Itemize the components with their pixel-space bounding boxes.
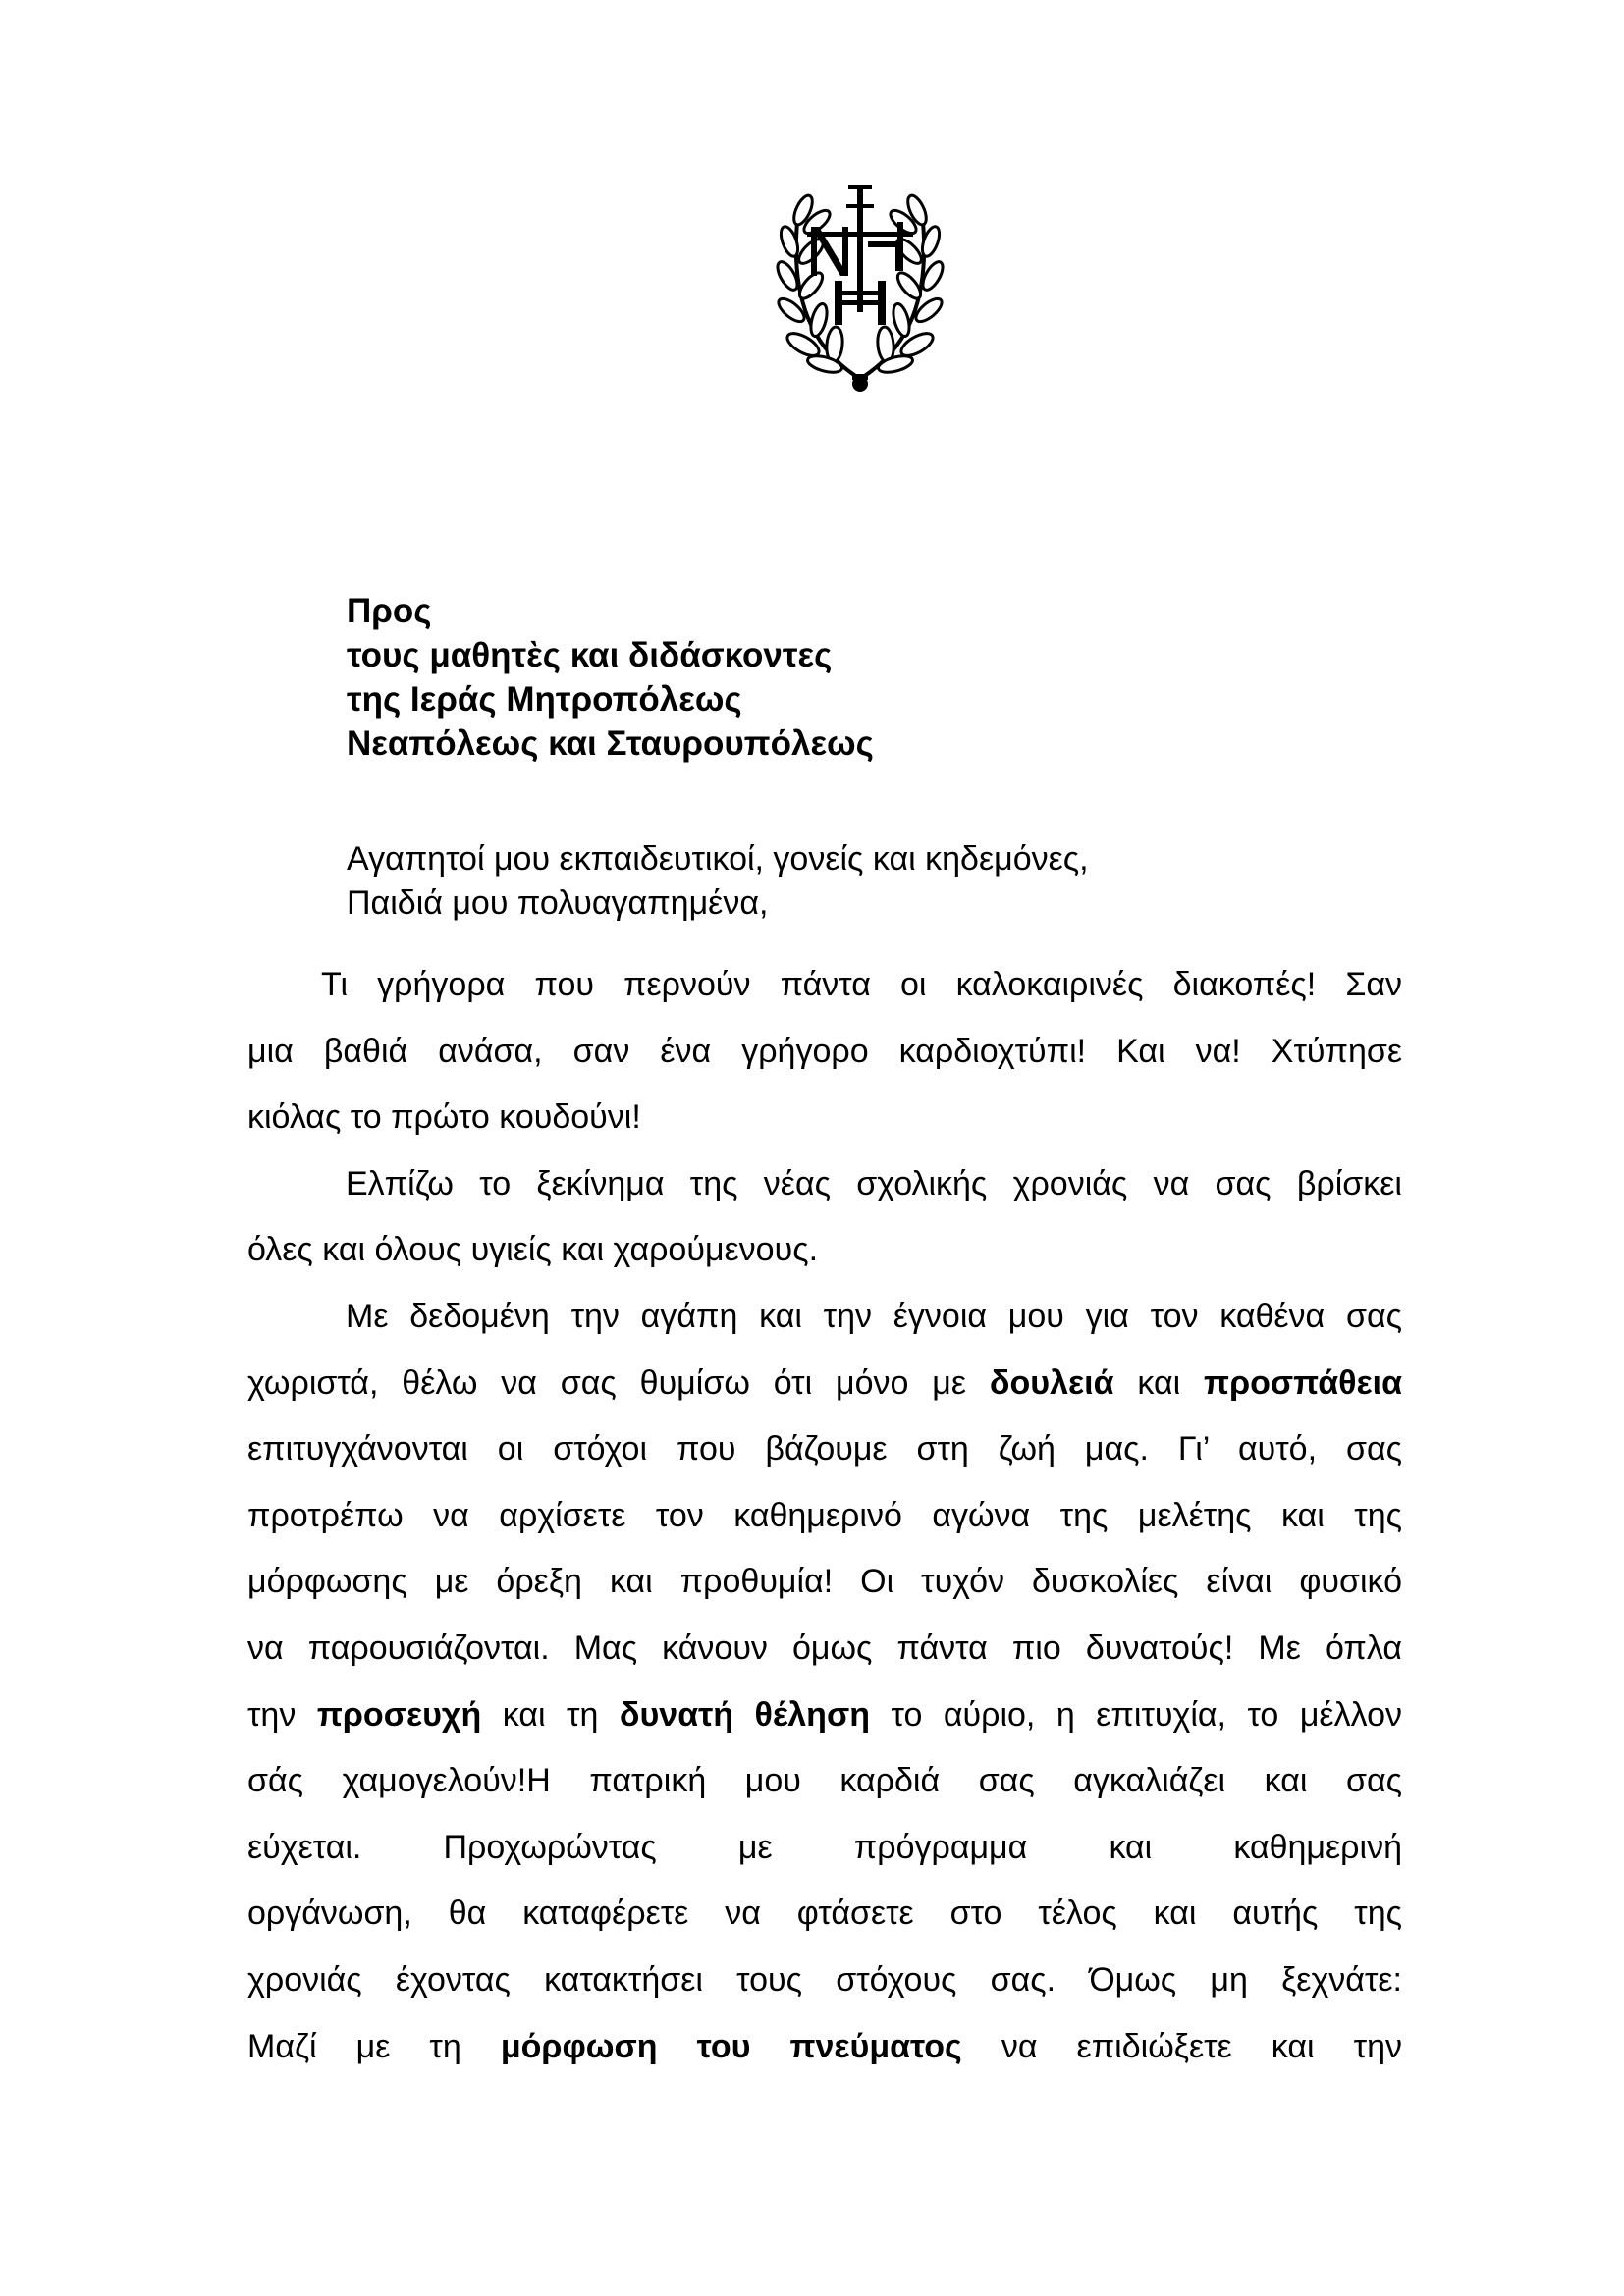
address-line: τους μαθητὲς και διδάσκοντες xyxy=(347,636,833,674)
text-segment: χωριστά, θέλω να σας θυμίσω ότι μόνο με xyxy=(247,1363,990,1402)
text-segment: χρονιάς έχοντας κατακτήσει τους στόχους σας. Όμως μη ξεχνάτε: xyxy=(247,1960,1402,1999)
text-segment: την xyxy=(247,1695,317,1734)
text-line xyxy=(247,1151,1402,1218)
text-segment: προτρέπω να αρχίσετε τον καθημερινό αγώνα της μελέτης και της xyxy=(247,1496,1402,1534)
text-segment: όλες και όλους υγιείς και χαρούμενους. xyxy=(247,1231,819,1269)
paragraph xyxy=(247,1151,1402,1284)
text-segment: Τι γρήγορα που περνούν πάντα οι καλοκαιρινές διακοπές! Σαν xyxy=(321,966,1402,1003)
address-line: Προς xyxy=(347,592,432,630)
text-line xyxy=(247,1948,1402,2014)
text-segment: Μαζί με τη xyxy=(247,2027,501,2065)
text-line xyxy=(247,1881,1402,1948)
text-line xyxy=(247,1019,1402,1086)
text-segment: να παρουσιάζονται. Μας κάνουν όμως πάντα πιο δυνατούς! Με όπλα xyxy=(247,1629,1402,1667)
text-segment: μια βαθιά ανάσα, σαν ένα γρήγορο καρδιοχτύπι! Και να! Χτύπησε xyxy=(247,1032,1402,1070)
salutation-line: Παιδιά μου πολυαγαπημένα, xyxy=(347,884,769,922)
text-line xyxy=(247,1682,1402,1749)
text-segment: κιόλας το πρώτο κουδούνι! xyxy=(247,1098,641,1137)
letter-body xyxy=(247,952,1402,2080)
text-line xyxy=(247,1416,1402,1483)
text-line xyxy=(247,1284,1402,1351)
paragraph xyxy=(247,952,1402,1151)
text-line xyxy=(247,1351,1402,1417)
text-line xyxy=(247,1549,1402,1616)
metropolis-emblem-logo xyxy=(774,183,947,400)
text-segment: οργάνωση, θα καταφέρετε να φτάσετε στο τέλος και αυτής της xyxy=(247,1895,1402,1933)
address-line: της Ιεράς Μητροπόλεως xyxy=(347,680,742,719)
text-segment: σάς χαμογελούν!Η πατρική μου καρδιά σας αγκαλιάζει και σας xyxy=(247,1762,1402,1800)
salutation-block xyxy=(347,837,1089,926)
salutation-line: Αγαπητοί μου εκπαιδευτικοί, γονείς και κηδεμόνες, xyxy=(347,840,1089,878)
text-segment: επιτυγχάνονται οι στόχοι που βάζουμε στη ζωή μας. Γι’ αυτό, σας xyxy=(247,1430,1402,1468)
bold-emphasis: προσπάθεια xyxy=(1204,1363,1402,1402)
address-line: Νεαπόλεως και Σταυρουπόλεως xyxy=(347,724,874,763)
text-line xyxy=(247,1217,1402,1284)
text-segment: μόρφωσης με όρεξη και προθυμία! Οι τυχόν δυσκολίες είναι φυσικό xyxy=(247,1563,1402,1601)
text-line xyxy=(247,2014,1402,2081)
bold-emphasis: προσευχή xyxy=(316,1695,482,1734)
paragraph xyxy=(247,1284,1402,2080)
text-segment: και τη xyxy=(481,1695,620,1734)
text-line xyxy=(247,1815,1402,1882)
laurel-monogram-icon xyxy=(774,183,947,400)
text-line xyxy=(247,1483,1402,1550)
text-segment: Ελπίζω το ξεκίνημα της νέας σχολικής χρονιάς να σας βρίσκει xyxy=(346,1164,1402,1202)
text-segment: εύχεται. Προχωρώντας με πρόγραμμα και καθημερινή xyxy=(247,1828,1402,1866)
text-line xyxy=(247,1085,1402,1151)
text-segment: να επιδιώξετε και την xyxy=(961,2027,1403,2065)
text-segment: το αύριο, η επιτυχία, το μέλλον xyxy=(869,1695,1402,1734)
text-line xyxy=(247,1616,1402,1682)
text-line xyxy=(247,1748,1402,1815)
bold-emphasis: μόρφωση του πνεύματος xyxy=(500,2027,962,2065)
bold-emphasis: δουλειά xyxy=(989,1363,1114,1402)
text-segment: Με δεδομένη την αγάπη και την έγνοια μου για τον καθένα σας xyxy=(346,1297,1402,1335)
text-line xyxy=(247,952,1402,1019)
recipient-address-block xyxy=(347,589,874,766)
bold-emphasis: δυνατή θέληση xyxy=(619,1695,870,1734)
text-segment: και xyxy=(1113,1363,1205,1402)
